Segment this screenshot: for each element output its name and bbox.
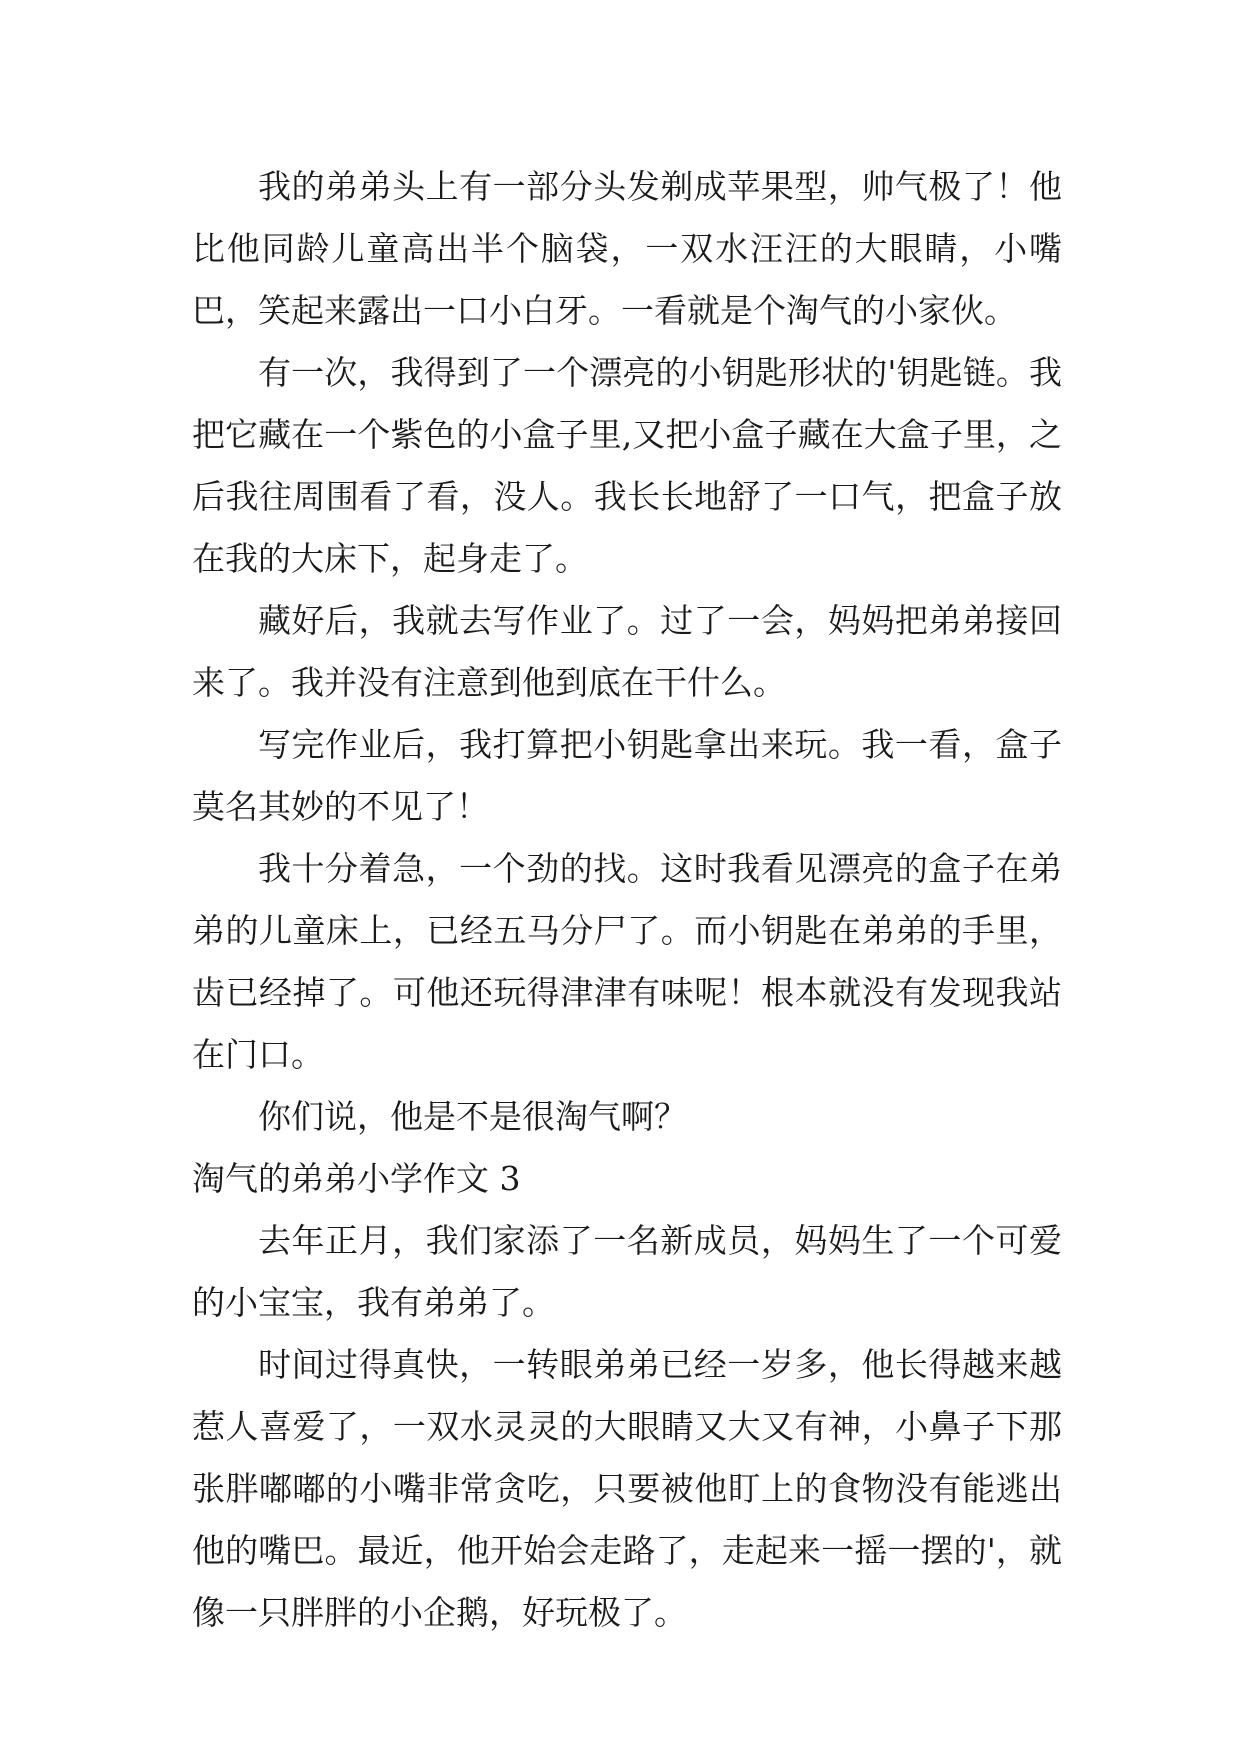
document-body <box>192 156 1062 1644</box>
paragraph-2: 有一次，我得到了一个漂亮的小钥匙形状的'钥匙链。我把它藏在一个紫色的小盒子里,又把小盒子藏在大盒子里，之后我往周围看了看，没人。我长长地舒了一口气，把盒子放在我的大床下，起身走了。 <box>192 353 1062 578</box>
paragraph-3: 藏好后，我就去写作业了。过了一会，妈妈把弟弟接回来了。我并没有注意到他到底在干什么。 <box>192 601 1062 702</box>
paragraph-4: 写完作业后，我打算把小钥匙拿出来玩。我一看，盒子莫名其妙的不见了！ <box>192 725 1062 826</box>
paragraph-7: 去年正月，我们家添了一名新成员，妈妈生了一个可爱的小宝宝，我有弟弟了。 <box>192 1221 1062 1322</box>
section-heading: 淘气的弟弟小学作文 3 <box>192 1159 521 1198</box>
paragraph-5: 我十分着急，一个劲的找。这时我看见漂亮的盒子在弟弟的儿童床上，已经五马分尸了。而小钥匙在弟弟的手里，齿已经掉了。可他还玩得津津有味呢！根本就没有发现我站在门口。 <box>192 849 1062 1074</box>
paragraph-1: 我的弟弟头上有一部分头发剃成苹果型，帅气极了！他比他同龄儿童高出半个脑袋，一双水汪汪的大眼睛，小嘴巴，笑起来露出一口小白牙。一看就是个淘气的小家伙。 <box>192 167 1062 330</box>
paragraph-8: 时间过得真快，一转眼弟弟已经一岁多，他长得越来越惹人喜爱了，一双水灵灵的大眼睛又大又有神，小鼻子下那张胖嘟嘟的小嘴非常贪吃，只要被他盯上的食物没有能逃出他的嘴巴。最近，他开始会走路了，走起来一摇一摆的'，就像一只胖胖的小企鹅，好玩极了。 <box>192 1345 1062 1632</box>
paragraph-6: 你们说，他是不是很淘气啊？ <box>258 1097 687 1136</box>
